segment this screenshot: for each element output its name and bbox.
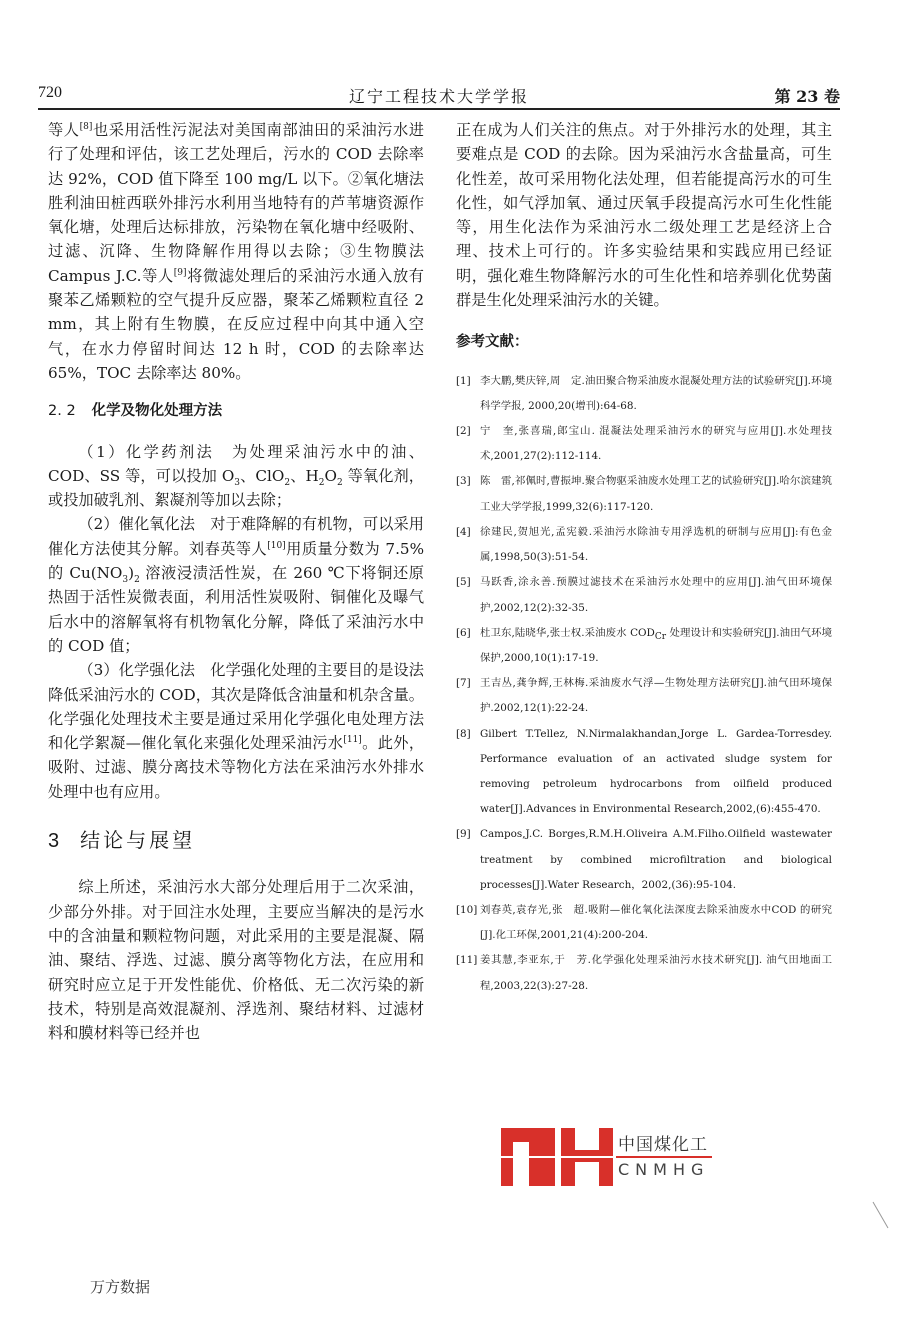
references-heading: 参考文献： bbox=[456, 334, 529, 351]
scan-mark bbox=[873, 1202, 889, 1228]
reference-item: [4] 徐建民,贺旭光,孟宪毅.采油污水除油专用浮选机的研制与应用[J]:有色金属,1998,50(3):51-54. bbox=[456, 525, 832, 564]
mh-logo-mark-icon bbox=[501, 1128, 613, 1186]
paragraph-catalytic-oxidation: （2）催化氧化法 对于难降解的有机物，可以采用催化方法使其分解。刘春英等人[10]用质量分数为 7.5%的 $Cu(NO_3)_2$ 溶液浸渍活性炭，在 260 ℃下将铜还原热固于活性炭微表面，利用活性炭吸附、铜催化及曝气后水中的溶解氧将有机物氧化分解，降低了采油污水中的 COD 值； bbox=[48, 515, 425, 655]
reference-item: [5] 马跃香,涂永善.预膜过滤技术在采油污水处理中的应用[J].油气田环境保护,2002,12(2):32-35. bbox=[456, 576, 832, 614]
paragraph-chemical-enhancement: （3）化学强化法 化学强化处理的主要目的是设法降低采油污水的 COD，其次是降低含油量和机杂含量。化学强化处理技术主要是通过采用化学强化电处理方法和化学絮凝—催化氧化来强化处理采油污水[11]。此外，吸附、过滤、膜分离技术等物化方法在采油污水外排水处理中也有应用。 bbox=[48, 661, 425, 801]
page-number: 720 bbox=[38, 84, 62, 101]
reference-item: [11] 姜其慧,李亚东,于 芳.化学强化处理采油污水技术研究[J]. 油气田地面工程,2003,22(3):27-28. bbox=[456, 954, 832, 992]
paragraph-chemical-agent: （1）化学药剂法 为处理采油污水中的油、COD、SS 等，可以投加 $O_3$、ClO$_2$、$H_2O_2$ 等氧化剂，或投加破乳剂、絮凝剂等加以去除； bbox=[48, 442, 424, 510]
reference-item: [1] 李大鹏,樊庆锌,周 定.油田聚合物采油废水混凝处理方法的试验研究[J].环境科学学报, 2000,20(增刊):64-68. bbox=[456, 374, 832, 412]
running-header bbox=[38, 84, 840, 110]
reference-item: [2] 宁 奎,张喜瑞,郎宝山. 混凝法处理采油污水的研究与应用[J].水处理技术,2001,27(2):112-114. bbox=[456, 425, 832, 463]
reference-item: [10] 刘春英,袁存光,张 超.吸附—催化氧化法深度去除采油废水中COD 的研究[J].化工环保,2001,21(4):200-204. bbox=[456, 903, 832, 942]
paragraph-conclusion: 综上所述，采油污水大部分处理后用于二次采油，少部分外排。对于回注水处理，主要应当解决的是污水中的含油量和颗粒物问题，对此采用的主要是混凝、隔油、聚结、浮选、过滤、膜分离等物化方法，在应用和研究时应立足于开发性能优、价格低、无二次污染的新技术，特别是高效混凝剂、浮选剂、聚结材料、过滤材料和膜材料等已经并也 bbox=[48, 878, 424, 1043]
cnmhg-logo bbox=[501, 1128, 711, 1186]
paragraph-biological-methods: 等人[8]也采用活性污泥法对美国南部油田的采油污水进行了处理和评估，该工艺处理后，污水的 COD 去除率达 92%，COD 值下降至 100 mg/L 以下。②氧化塘法 胜利油田桩西联外排污水利用当地特有的芦苇塘资源作氧化塘，处理后达标排放，污染物在氧化塘中经吸附、过滤、沉降、生物降解作用得以去除；③生物膜法 Campus J.C.等人[9]将微滤处理后的采油污水通入放有聚苯乙烯颗粒的空气提升反应器，聚苯乙烯颗粒直径 2 mm，其上附有生物膜，在反应过程中向其中通入空气，在水力停留时间达 12 h 时，COD 的去除率达 65%，TOC 去除率达 80%。 bbox=[48, 121, 440, 382]
reference-item: [9] Campos,J.C. Borges,R.M.H.Oliveira A.M.Filho.Oilfield wastewater treatment by combined microfiltration and biological processes[J].Water Research，2002,(36):95-104. bbox=[456, 828, 832, 891]
section-heading-2-2: 2. 2 化学及物化处理方法 bbox=[48, 403, 223, 420]
citation-link[interactable]: [8] bbox=[79, 121, 93, 132]
section-heading-3: 3 结论与展望 bbox=[48, 828, 196, 853]
reference-item: [7] 王吉丛,龚争辉,王林梅.采油废水气浮—生物处理方法研究[J].油气田环境保护.2002,12(1):22-24. bbox=[456, 677, 832, 715]
left-column bbox=[48, 118, 440, 1045]
citation-link[interactable]: [9] bbox=[173, 267, 187, 278]
logo-name-cn: 中国煤化工 bbox=[618, 1135, 708, 1155]
reference-list bbox=[456, 369, 832, 999]
citation-link[interactable]: [11] bbox=[343, 735, 362, 746]
watermark-footer: 万方数据 bbox=[90, 1278, 151, 1296]
logo-name-en: CNMHG bbox=[618, 1160, 710, 1179]
journal-title: 辽宁工程技术大学学报 bbox=[348, 87, 529, 106]
reference-item: [6] 杜卫东,陆晓华,张士权.采油废水 $COD_{Cr}$ 处理设计和实验研究[J].油田气环境保护,2000,10(1):17-19. bbox=[456, 626, 832, 664]
reference-item: [8] Gilbert T.Tellez, N.Nirmalakhandan,Jorge L. Gardea-Torresdey. Performance evaluation of an activated sludge system for removing petroleum hydrocarbons from oilfield produced water[J].Advances in Environmental Research,2002,(6):455-470. bbox=[456, 727, 832, 816]
volume-label: 第 23 卷 bbox=[774, 87, 840, 106]
reference-item: [3] 陈 雷,祁佩时,曹振坤.聚合物驱采油废水处理工艺的试验研究[J].哈尔滨建筑工业大学学报,1999,32(6):117-120. bbox=[456, 475, 832, 513]
citation-link[interactable]: [10] bbox=[267, 540, 286, 551]
right-column bbox=[456, 118, 832, 999]
paragraph-conclusion-continued: 正在成为人们关注的焦点。对于外排污水的处理，其主要难点是 COD 的去除。因为采油污水含盐量高，可生化性差，故可采用物化法处理，但若能提高污水的可生化性，如气浮加氧、通过厌氧手段提高污水可生化性能等，用生化法作为采油污水二级处理工艺是经济上合理、技术上可行的。许多实验结果和实践应用已经证明，强化难生物降解污水的可生化性和培养驯化优势菌群是生化处理采油污水的关键。 bbox=[456, 121, 832, 310]
logo-divider bbox=[616, 1156, 712, 1158]
